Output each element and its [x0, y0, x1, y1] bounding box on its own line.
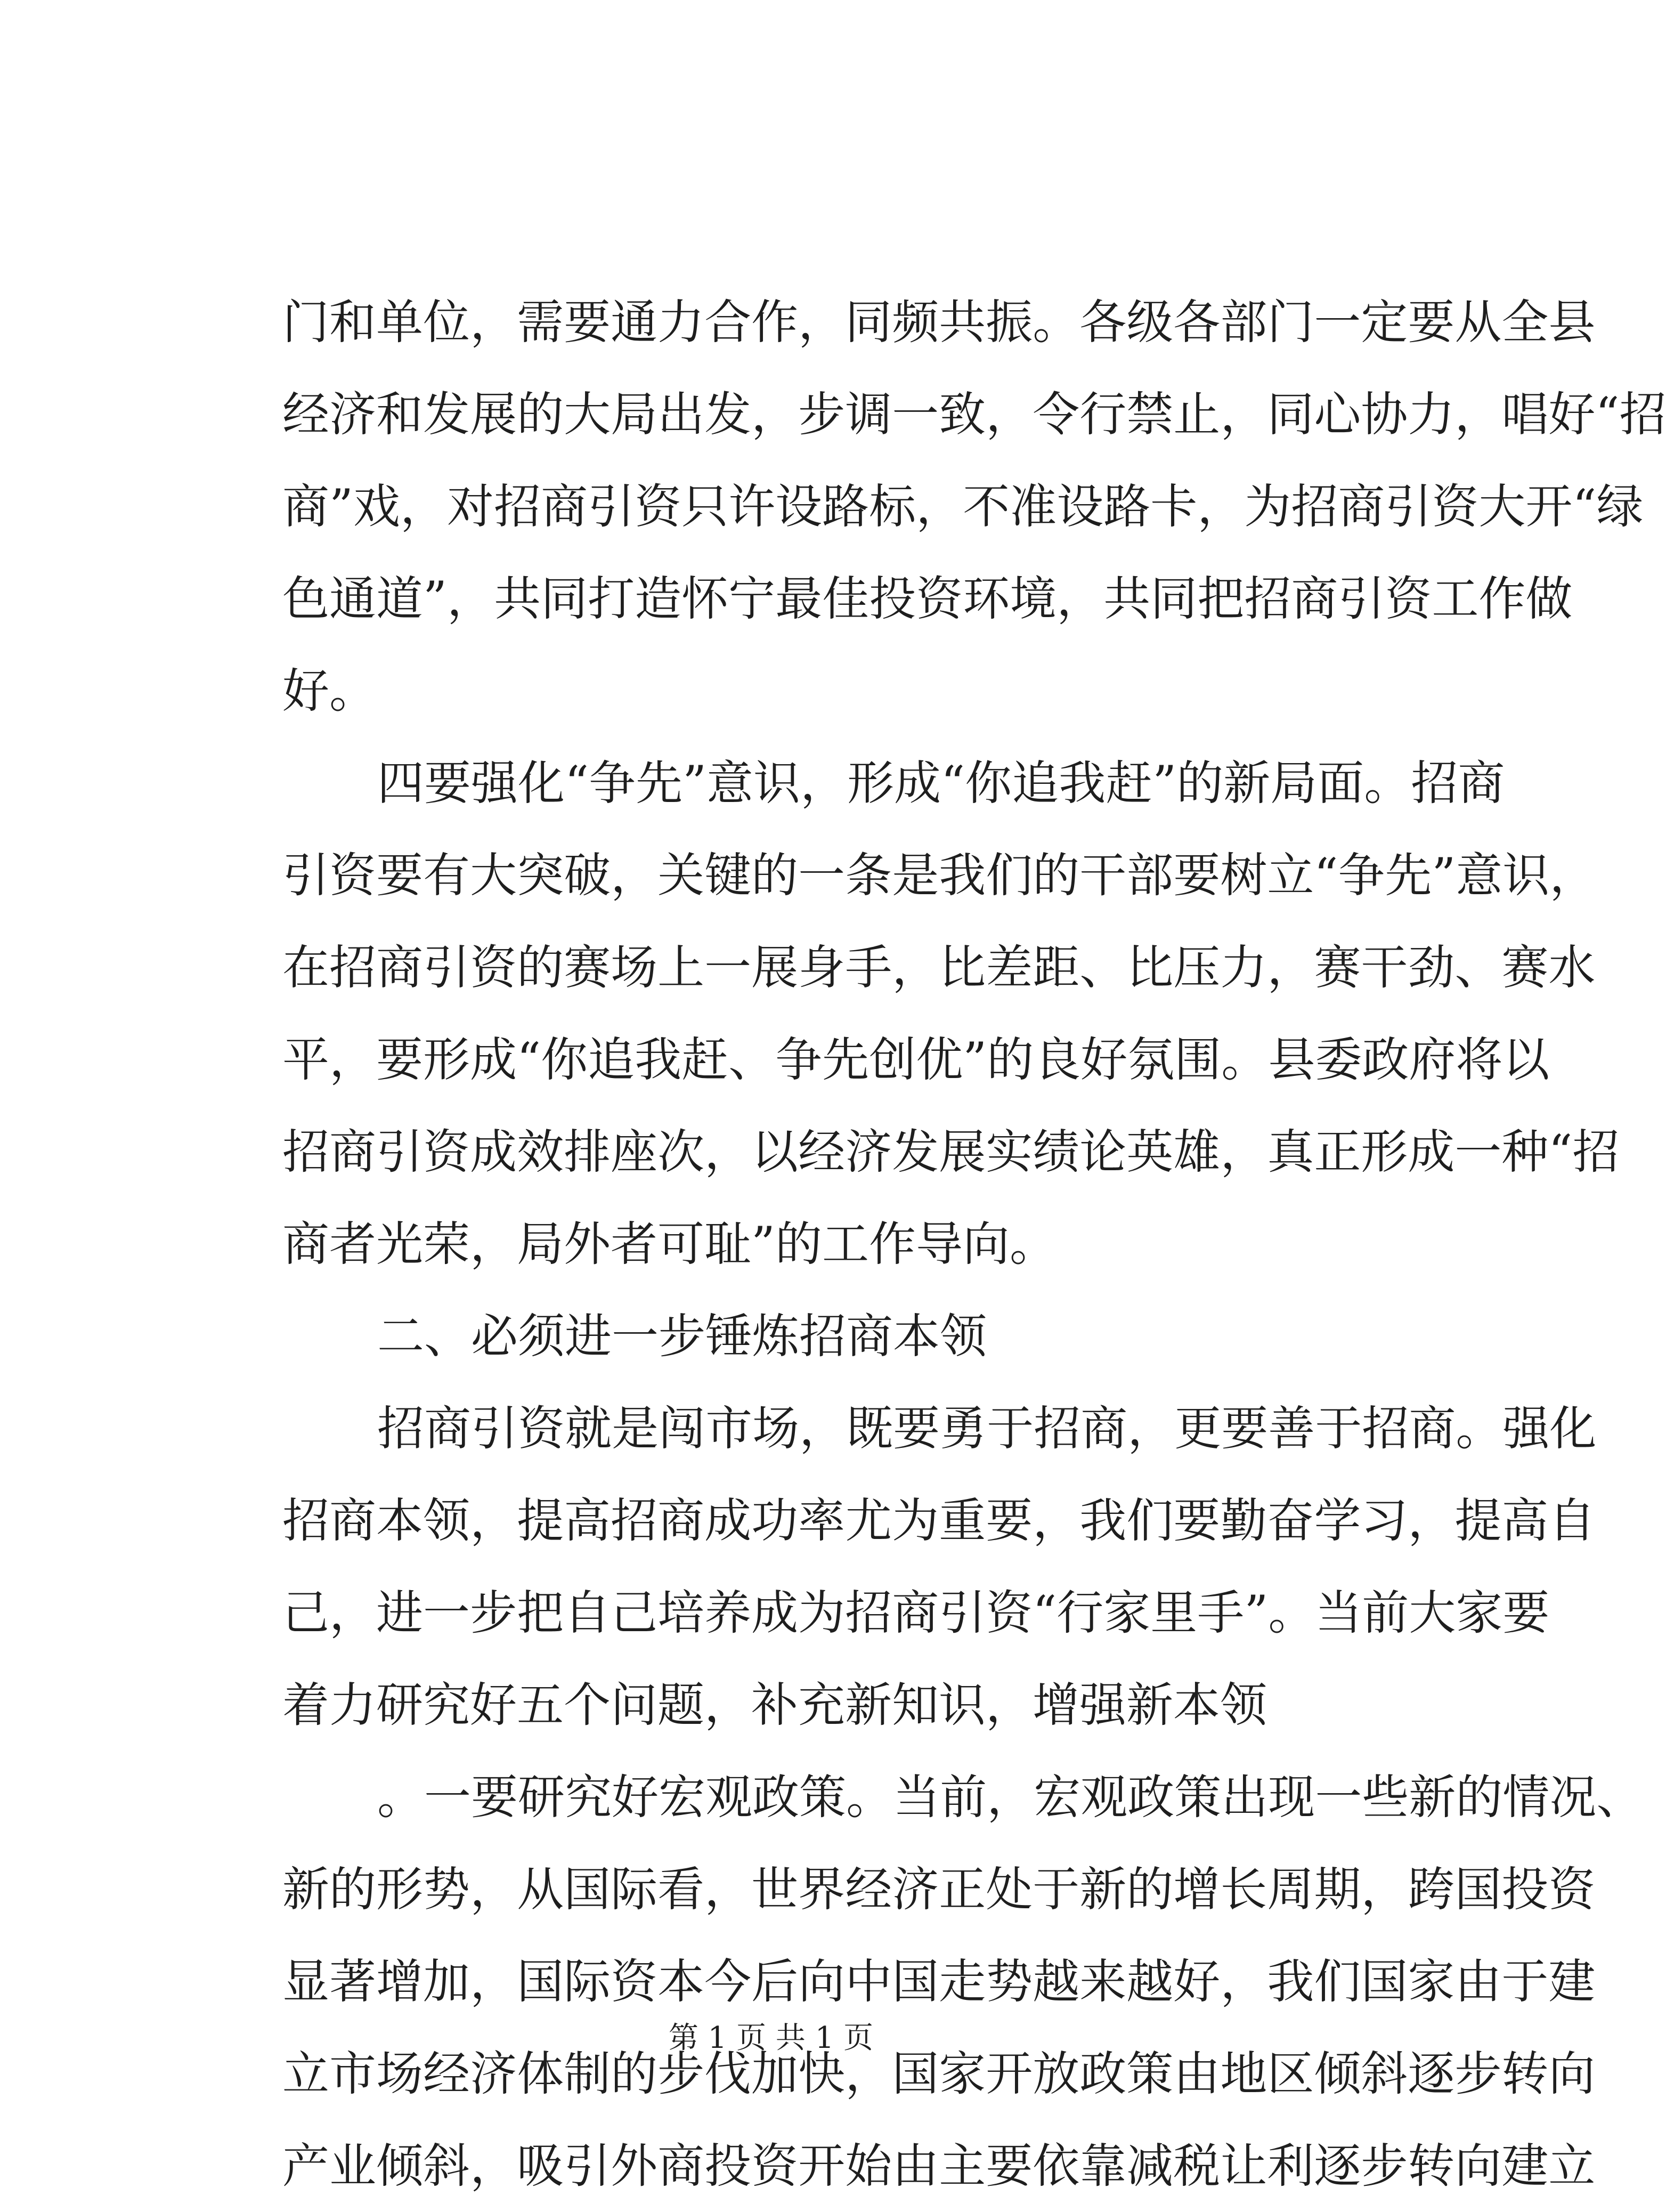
text-line: 经 济 和 发 展 的 大 局 出 发 ， 步 调 一 致 ， 令 行 禁 止 ， 同 心 协 力 ， 唱 好 “ 招 — [282, 387, 1666, 442]
text-line: 招 商 引 资 成 效 排 座 次 ， 以 经 济 发 展 实 绩 论 英 雄 ， 真 正 形 成 一 种 “ 招 — [282, 1124, 1620, 1179]
text-line: 在 招 商 引 资 的 赛 场 上 一 展 身 手 ， 比 差 距 、 比 压 力 ， 赛 干 劲 、 赛 水 — [282, 940, 1596, 995]
text-line: 己 ， 进 一 步 把 自 己 培 养 成 为 招 商 引 资 “ 行 家 里 手 ” 。 当 前 大 家 要 — [282, 1585, 1550, 1640]
text-line: 显 著 增 加 ， 国 际 资 本 今 后 向 中 国 走 势 越 来 越 好 ， 我 们 国 家 由 于 建 — [282, 1954, 1596, 2009]
text-line: 着力研究好五个问题，补充新知识，增强新本领 — [282, 1678, 1267, 1732]
paragraph-3 — [282, 1382, 1597, 1751]
page-number: 第 1 页 共 1 页 — [668, 2021, 874, 2055]
paragraph-1 — [282, 276, 1666, 737]
text-line: 商者光荣，局外者可耻”的工作导向。 — [282, 1217, 1057, 1271]
text-line: 商 ” 戏 ， 对 招 商 引 资 只 许 设 路 标 ， 不 准 设 路 卡 ， 为 招 商 引 资 大 开 “ 绿 — [282, 479, 1644, 534]
text-line: 引 资 要 有 大 突 破 ， 关 键 的 一 条 是 我 们 的 干 部 要 树 立 “ 争 先 ” 意 识 ， — [282, 848, 1597, 903]
page-footer — [0, 2017, 1542, 2060]
text-line: 立 市 场 经 济 体 制 的 步 伐 加 快 ， 国 家 开 放 政 策 由 地 区 倾 斜 逐 步 转 向 — [282, 2046, 1596, 2101]
text-line: 招 商 本 领 ， 提 高 招 商 成 功 率 尤 为 重 要 ， 我 们 要 勤 奋 学 习 ， 提 高 自 — [282, 1493, 1596, 1548]
paragraph-2 — [282, 737, 1620, 1290]
text-line: 门 和 单 位 ， 需 要 通 力 合 作 ， 同 频 共 振 。 各 级 各 部 门 一 定 要 从 全 县 — [282, 295, 1596, 350]
text-line: 产 业 倾 斜 ， 吸 引 外 商 投 资 开 始 由 主 要 依 靠 减 税 让 利 逐 步 转 向 建 立 — [282, 2138, 1596, 2193]
text-line: 色 通 道 ” ， 共 同 打 造 怀 宁 最 佳 投 资 环 境 ， 共 同 把 招 商 引 资 工 作 做 — [282, 571, 1573, 626]
text-line: 平 ， 要 形 成 “ 你 追 我 赶 、 争 先 创 优 ” 的 良 好 氛 围 。 县 委 政 府 将 以 — [282, 1032, 1550, 1087]
text-line: 二、必须进一步锤炼招商本领 — [377, 1309, 987, 1364]
text-line: 好。 — [282, 663, 377, 718]
text-line: 招 商 引 资 就 是 闯 市 场 ， 既 要 勇 于 招 商 ， 更 要 善 于 招 商 。 强 化 — [377, 1401, 1597, 1456]
text-line: 新 的 形 势 ， 从 国 际 看 ， 世 界 经 济 正 处 于 新 的 增 长 周 期 ， 跨 国 投 资 — [282, 1862, 1596, 1917]
section-heading — [282, 1290, 1343, 1382]
text-line: 。 一 要 研 究 好 宏 观 政 策 。 当 前 ， 宏 观 政 策 出 现 一 些 新 的 情 况 、 — [377, 1770, 1644, 1825]
document-body — [282, 276, 1666, 2212]
paragraph-4 — [282, 1751, 1644, 2212]
text-line: 四 要 强 化 “ 争 先 ” 意 识 ， 形 成 “ 你 追 我 赶 ” 的 新 局 面 。 招 商 — [377, 756, 1505, 811]
